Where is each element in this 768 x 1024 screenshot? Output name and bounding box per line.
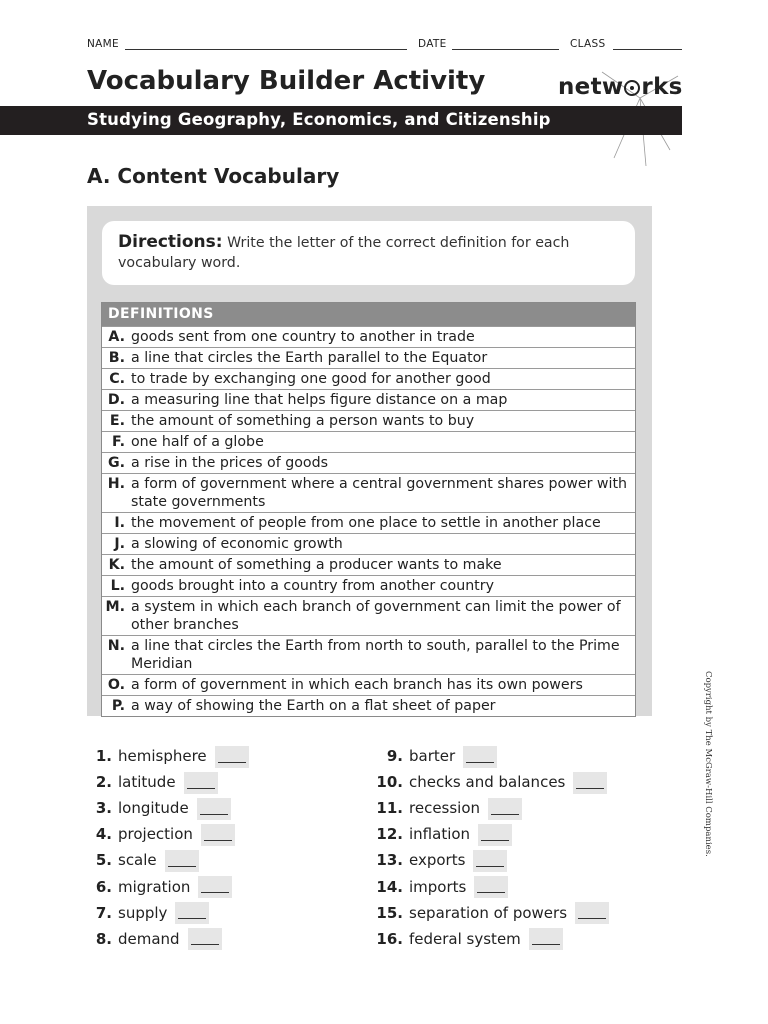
definition-letter: C. (109, 371, 125, 387)
question-item (368, 770, 607, 794)
question-number: 16. (376, 929, 403, 948)
answer-blank[interactable] (488, 798, 522, 820)
question-item (87, 901, 209, 925)
vocabulary-word: longitude (118, 799, 189, 818)
subtitle-band (0, 106, 682, 135)
page-title: Vocabulary Builder Activity (87, 66, 486, 96)
question-number: 12. (376, 825, 403, 844)
answer-blank[interactable] (478, 824, 512, 846)
definition-text: goods sent from one country to another in trade (131, 329, 475, 345)
logo-text-right: rks (641, 74, 683, 100)
question-number: 8. (95, 929, 112, 948)
question-item (87, 796, 231, 820)
definition-letter: H. (107, 476, 125, 492)
answer-blank[interactable] (473, 850, 507, 872)
definition-letter: N. (107, 638, 125, 654)
question-item (87, 875, 232, 899)
definition-text: one half of a globe (131, 434, 264, 450)
question-item (368, 796, 522, 820)
definition-row (102, 452, 635, 473)
definition-letter: M. (105, 599, 125, 615)
definition-letter: L. (110, 578, 125, 594)
question-item (368, 848, 507, 872)
definition-row (102, 368, 635, 389)
class-field[interactable] (613, 49, 682, 50)
definition-text: a way of showing the Earth on a flat sheet of paper (131, 698, 496, 714)
answer-blank[interactable] (573, 772, 607, 794)
vocabulary-word: recession (409, 799, 481, 818)
answer-blank[interactable] (197, 798, 231, 820)
question-number: 3. (95, 799, 112, 818)
question-item (368, 901, 609, 925)
answer-blank[interactable] (188, 928, 222, 950)
answer-blank[interactable] (529, 928, 563, 950)
date-field[interactable] (452, 49, 559, 50)
question-number: 9. (386, 747, 403, 765)
question-item (368, 927, 563, 951)
definition-row (102, 410, 635, 431)
question-number: 5. (95, 851, 112, 870)
definition-text: a form of government in which each branch has its own powers (131, 677, 583, 693)
copyright-notice: Copyright by The McGraw-Hill Companies. (703, 671, 713, 857)
question-number: 15. (376, 903, 403, 922)
definition-text: a system in which each branch of government can limit the power of other branches (131, 599, 621, 633)
question-number: 4. (95, 825, 112, 844)
definition-row (102, 575, 635, 596)
section-title: A. Content Vocabulary (87, 164, 340, 188)
question-item (87, 770, 218, 794)
answer-blank[interactable] (463, 746, 497, 768)
definition-text: a measuring line that helps figure distance on a map (131, 392, 508, 408)
definition-letter: E. (109, 413, 125, 429)
definition-text: the amount of something a person wants to buy (131, 413, 475, 429)
question-item (87, 744, 249, 768)
question-number: 6. (95, 877, 112, 896)
name-label: NAME (87, 38, 119, 50)
vocabulary-word: checks and balances (409, 773, 566, 792)
answer-blank[interactable] (575, 902, 609, 924)
definition-row (102, 596, 635, 635)
answer-blank[interactable] (201, 824, 235, 846)
question-number: 7. (95, 903, 112, 922)
question-item (368, 744, 497, 768)
definition-row (102, 512, 635, 533)
definition-letter: I. (114, 515, 125, 531)
vocabulary-word: supply (118, 903, 168, 922)
vocabulary-word: exports (409, 851, 466, 870)
definition-row (102, 326, 635, 347)
directions-label: Directions: (118, 232, 223, 252)
name-field[interactable] (125, 49, 407, 50)
definition-letter: D. (107, 392, 125, 408)
vocabulary-word: hemisphere (118, 747, 207, 765)
definition-text: a rise in the prices of goods (131, 455, 329, 471)
answer-blank[interactable] (165, 850, 199, 872)
definition-text: a line that circles the Earth from north to south, parallel to the Prime Meridian (131, 638, 620, 672)
definition-letter: G. (107, 455, 125, 471)
answer-blank[interactable] (175, 902, 209, 924)
question-item (368, 822, 512, 846)
vocabulary-word: inflation (409, 825, 471, 844)
definition-text: a form of government where a central government shares power with state governments (131, 476, 628, 510)
question-item (87, 848, 199, 872)
directions-text: Write the letter of the correct definition for each vocabulary word. (118, 235, 570, 271)
globe-icon (624, 80, 640, 96)
definition-text: a slowing of economic growth (131, 536, 343, 552)
definition-text: a line that circles the Earth parallel to the Equator (131, 350, 488, 366)
question-number: 13. (376, 851, 403, 870)
question-number: 1. (95, 747, 112, 765)
definition-row (102, 695, 635, 716)
subtitle: Studying Geography, Economics, and Citizenship (87, 110, 551, 129)
class-label: CLASS (570, 38, 606, 50)
date-label: DATE (418, 38, 447, 50)
vocabulary-word: separation of powers (409, 903, 568, 922)
header-fields (87, 38, 682, 52)
answer-blank[interactable] (198, 876, 232, 898)
definition-row (102, 473, 635, 512)
definition-letter: J. (114, 536, 125, 552)
vocabulary-word: migration (118, 877, 191, 896)
definition-letter: P. (111, 698, 125, 714)
definition-letter: O. (107, 677, 125, 693)
vocabulary-word: projection (118, 825, 193, 844)
answer-blank[interactable] (215, 746, 249, 768)
vocabulary-word: scale (118, 851, 157, 870)
definition-letter: K. (108, 557, 125, 573)
definition-row (102, 635, 635, 674)
question-item (87, 822, 235, 846)
networks-logo (558, 74, 683, 100)
definition-letter: B. (108, 350, 125, 366)
question-number: 2. (95, 773, 112, 792)
question-number: 14. (376, 877, 403, 896)
definition-text: to trade by exchanging one good for another good (131, 371, 491, 387)
vocabulary-word: federal system (409, 929, 521, 948)
definitions-table (101, 302, 636, 717)
vocabulary-word: demand (118, 929, 180, 948)
question-number: 10. (376, 773, 403, 792)
question-item (87, 927, 222, 951)
definition-row (102, 431, 635, 452)
definition-row (102, 389, 635, 410)
logo-text-left: netw (558, 74, 624, 100)
definition-row (102, 347, 635, 368)
definition-letter: A. (108, 329, 125, 345)
definition-text: the movement of people from one place to settle in another place (131, 515, 601, 531)
question-item (368, 875, 508, 899)
definitions-heading: DEFINITIONS (102, 303, 635, 326)
definition-row (102, 554, 635, 575)
vocabulary-word: barter (409, 747, 456, 765)
answer-blank[interactable] (474, 876, 508, 898)
vocabulary-word: imports (409, 877, 467, 896)
definition-text: the amount of something a producer wants to make (131, 557, 502, 573)
answer-blank[interactable] (184, 772, 218, 794)
vocabulary-word: latitude (118, 773, 176, 792)
definition-text: goods brought into a country from another country (131, 578, 494, 594)
directions-box (102, 221, 635, 285)
question-number: 11. (376, 799, 403, 818)
definition-row (102, 674, 635, 695)
definition-letter: F. (112, 434, 125, 450)
definition-row (102, 533, 635, 554)
